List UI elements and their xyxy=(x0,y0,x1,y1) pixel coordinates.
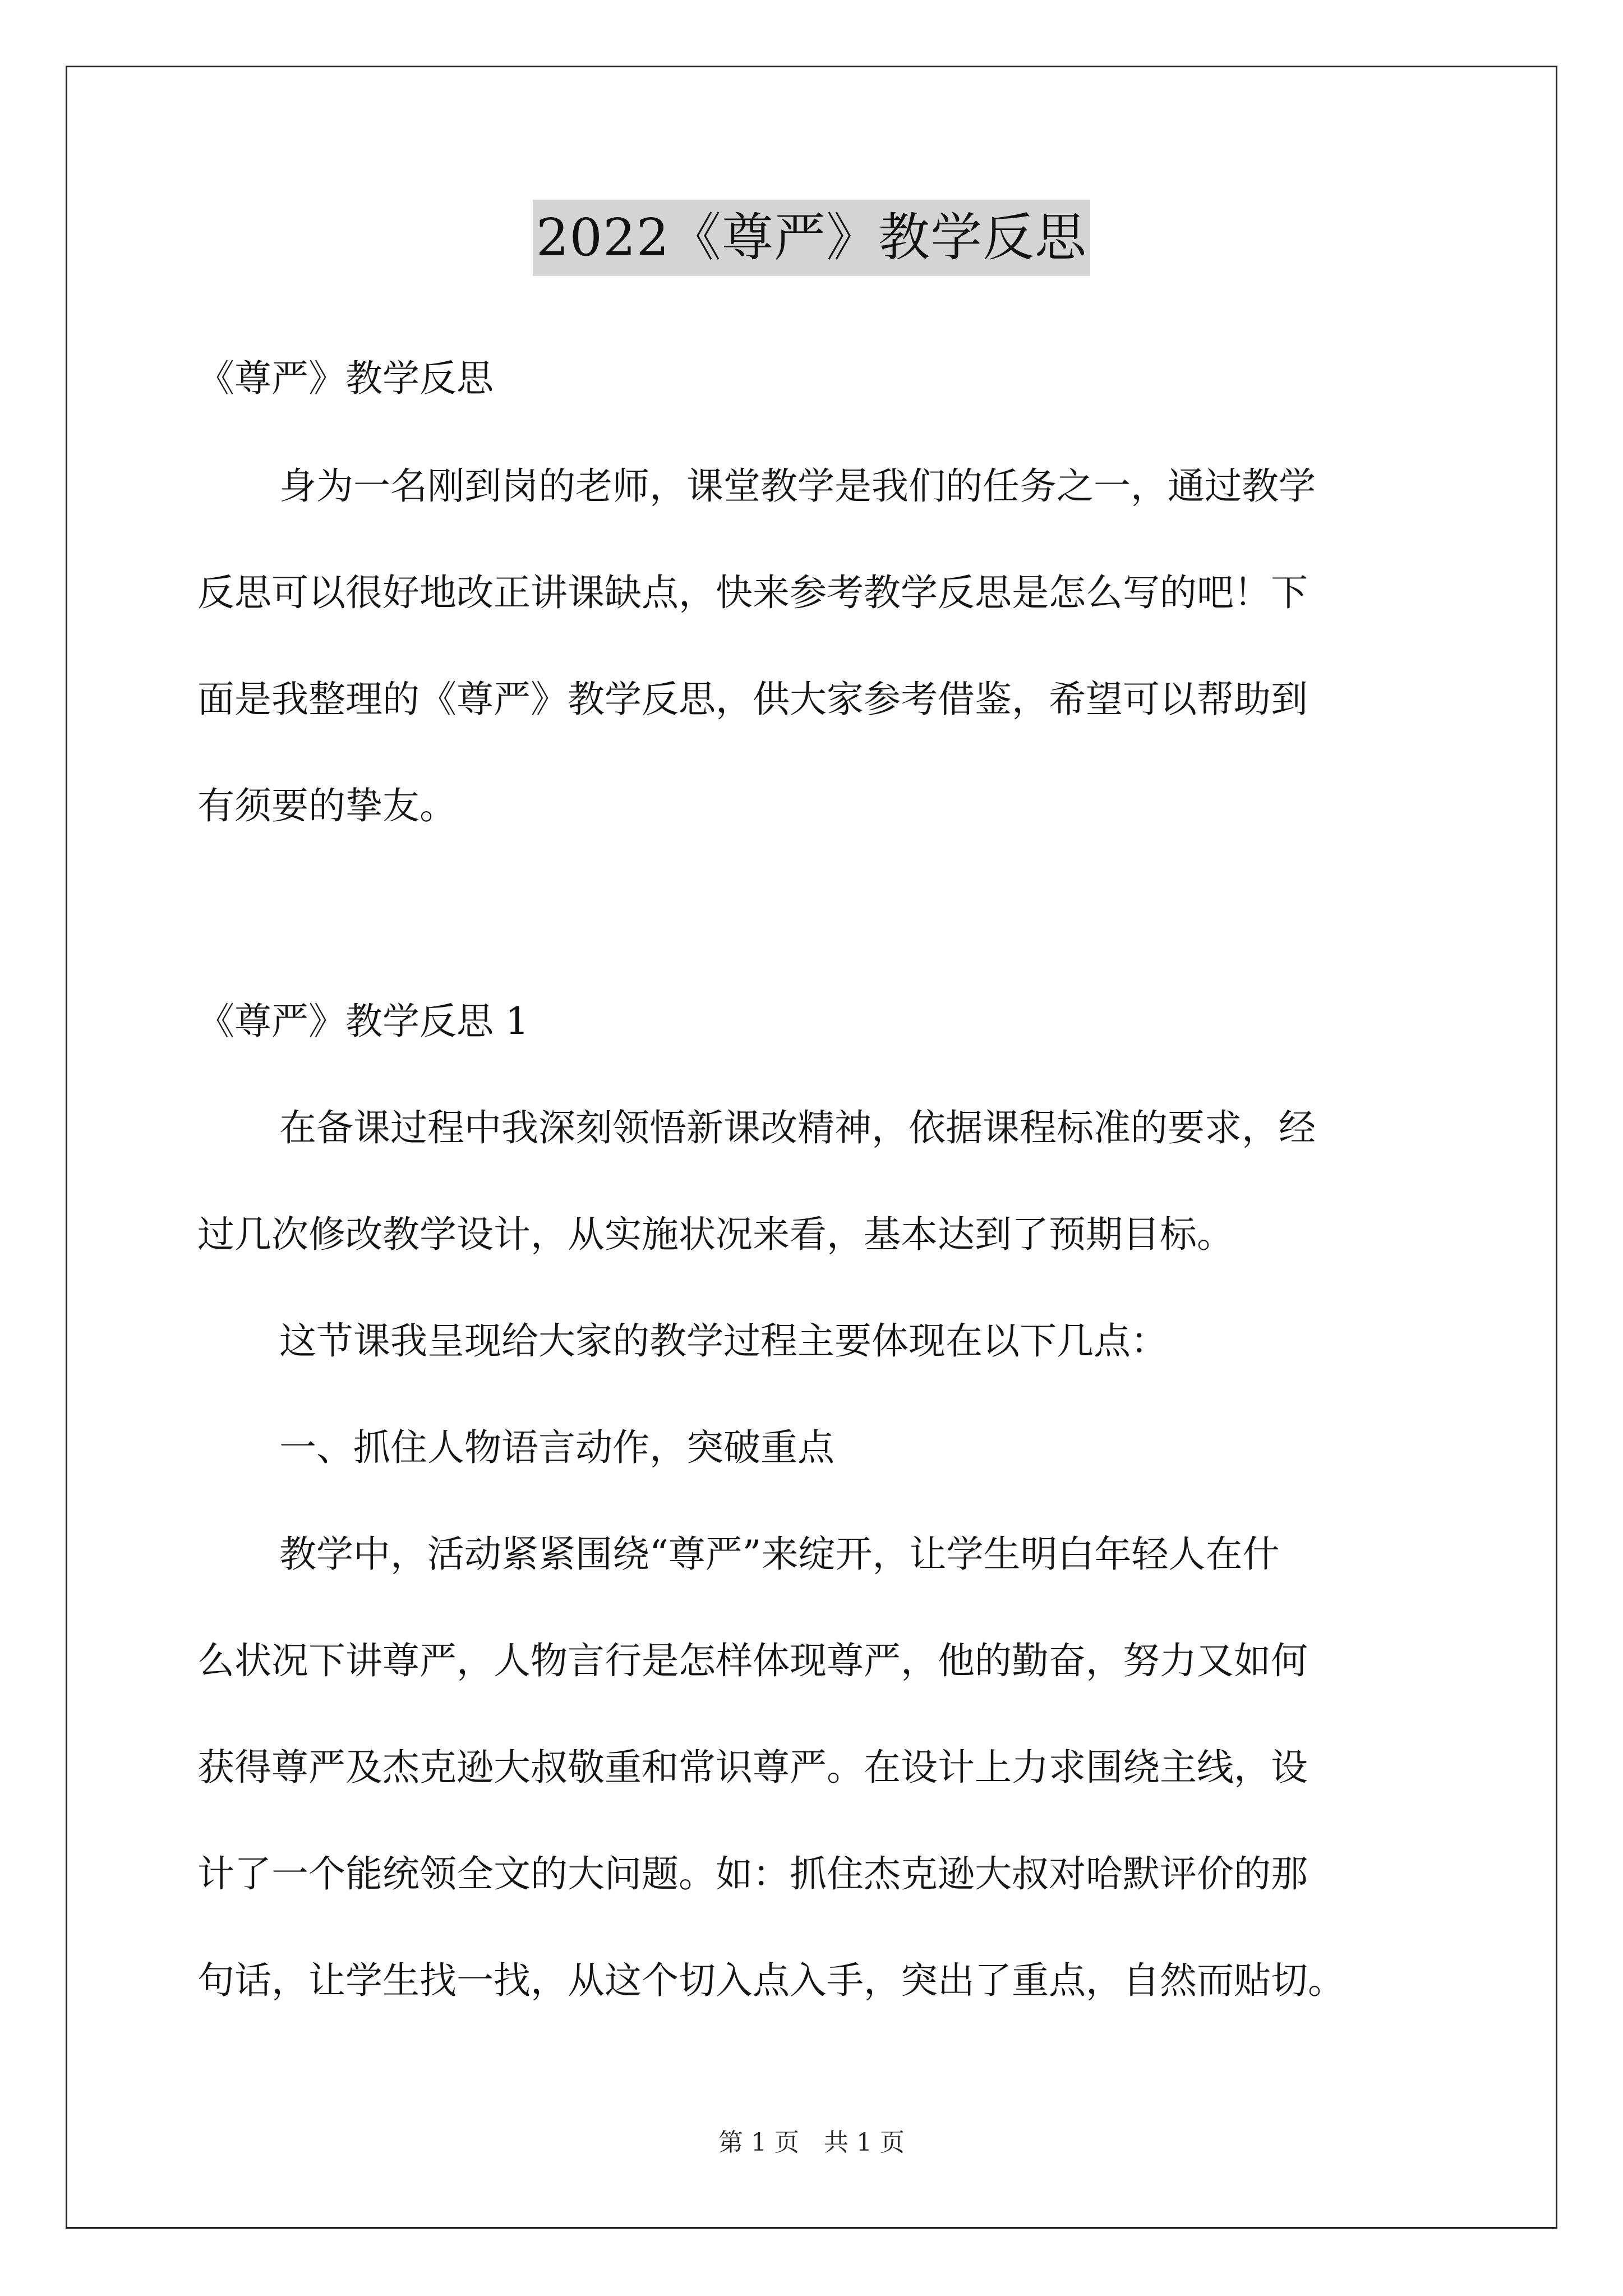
body-line: 这节课我呈现给大家的教学过程主要体现在以下几点： xyxy=(279,1319,1168,1363)
body-line: 身为一名刚到岗的老师，课堂教学是我们的任务之一，通过教学 xyxy=(279,464,1316,508)
section-heading: 《尊严》教学反思 xyxy=(197,357,494,400)
body-line: 计了一个能统领全文的大问题。如：抓住杰克逊大叔对哈默评价的那 xyxy=(197,1852,1308,1895)
body-line: 教学中，活动紧紧围绕“尊严”来绽开，让学生明白年轻人在什 xyxy=(279,1533,1280,1576)
body-line: 么状况下讲尊严，人物言行是怎样体现尊严，他的勤奋，努力又如何 xyxy=(197,1639,1308,1682)
section-heading: 《尊严》教学反思 1 xyxy=(197,1000,529,1043)
sub-heading: 一、抓住人物语言动作，突破重点 xyxy=(279,1426,834,1469)
body-line: 句话，让学生找一找，从这个切入点入手，突出了重点，自然而贴切。 xyxy=(197,1959,1345,2002)
body-line: 面是我整理的《尊严》教学反思，供大家参考借鉴，希望可以帮助到 xyxy=(197,678,1308,721)
title-container xyxy=(0,200,1623,276)
body-line: 过几次修改教学设计，从实施状况来看，基本达到了预期目标。 xyxy=(197,1213,1234,1256)
body-line: 有须要的挚友。 xyxy=(197,784,457,827)
page-footer: 第 1 页 共 1 页 xyxy=(718,2128,905,2157)
body-line: 反思可以很好地改正讲课缺点，快来参考教学反思是怎么写的吧！下 xyxy=(197,571,1308,614)
body-line: 获得尊严及杰克逊大叔敬重和常识尊严。在设计上力求围绕主线，设 xyxy=(197,1746,1308,1789)
document-title: 2022《尊严》教学反思 xyxy=(533,200,1090,276)
body-line: 在备课过程中我深刻领悟新课改精神，依据课程标准的要求，经 xyxy=(279,1106,1316,1149)
